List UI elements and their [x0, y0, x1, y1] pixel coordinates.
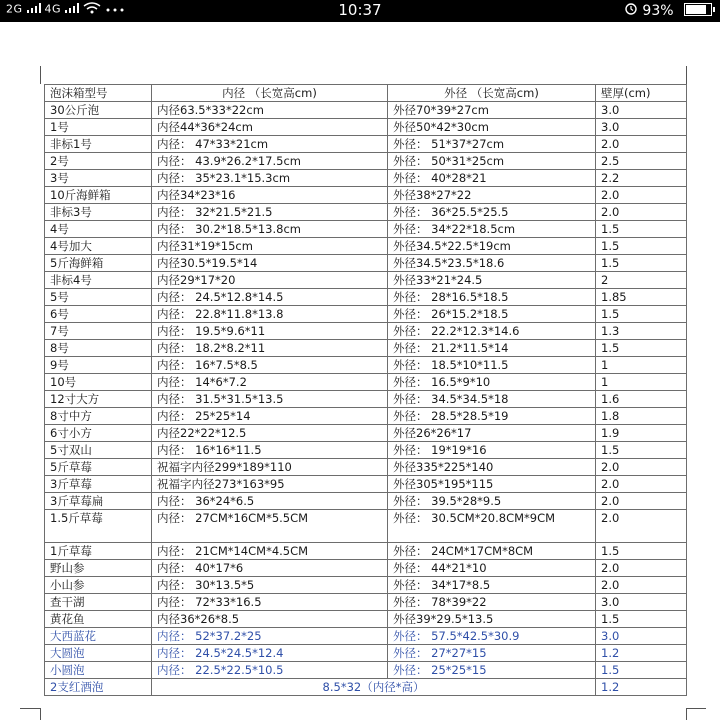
- cell-model: 非标3号: [45, 204, 152, 221]
- cell-inner: 内径34*23*16: [152, 187, 388, 204]
- cell-outer: 外径： 22.2*12.3*14.6: [388, 323, 596, 340]
- cell-model: 非标4号: [45, 272, 152, 289]
- cell-model: 5斤草莓: [45, 459, 152, 476]
- cell-inner: 内径： 14*6*7.2: [152, 374, 388, 391]
- cell-merged-dimensions: 8.5*32（内径*高）: [152, 679, 596, 696]
- table-row: [45, 357, 687, 374]
- cell-inner: 内径： 24.5*24.5*12.4: [152, 645, 388, 662]
- cell-model: 12寸大方: [45, 391, 152, 408]
- cell-inner: 内径36*26*8.5: [152, 611, 388, 628]
- cell-inner: 内径： 32*21.5*21.5: [152, 204, 388, 221]
- cell-outer: 外径34.5*22.5*19cm: [388, 238, 596, 255]
- cell-inner: 内径： 19.5*9.6*11: [152, 323, 388, 340]
- table-row: [45, 645, 687, 662]
- cell-model: 6号: [45, 306, 152, 323]
- cell-wall: 2.0: [596, 577, 687, 594]
- frame-mark-bottom-right-h: [686, 708, 706, 709]
- cell-wall: 2: [596, 272, 687, 289]
- header-wall: 壁厚(cm): [596, 85, 687, 102]
- cell-inner: 内径： 25*25*14: [152, 408, 388, 425]
- table-row: [45, 442, 687, 459]
- cell-model: 查干湖: [45, 594, 152, 611]
- cell-outer: 外径： 57.5*42.5*30.9: [388, 628, 596, 645]
- cell-model: 黄花鱼: [45, 611, 152, 628]
- table-row: [45, 255, 687, 272]
- table-row: [45, 560, 687, 577]
- cell-inner: 内径： 24.5*12.8*14.5: [152, 289, 388, 306]
- cell-inner: 内径： 16*7.5*8.5: [152, 357, 388, 374]
- cell-model: 1号: [45, 119, 152, 136]
- cell-inner: 内径： 40*17*6: [152, 560, 388, 577]
- table-row: [45, 510, 687, 543]
- cell-outer: 外径： 28*16.5*18.5: [388, 289, 596, 306]
- cell-model: 大圆泡: [45, 645, 152, 662]
- cell-model: 10斤海鲜箱: [45, 187, 152, 204]
- cell-wall: 1.3: [596, 323, 687, 340]
- cell-outer: 外径： 51*37*27cm: [388, 136, 596, 153]
- cell-wall: 1.85: [596, 289, 687, 306]
- cell-inner: 内径63.5*33*22cm: [152, 102, 388, 119]
- cell-model: 2支红酒泡: [45, 679, 152, 696]
- cell-inner: 内径： 16*16*11.5: [152, 442, 388, 459]
- table-row: [45, 425, 687, 442]
- cell-wall: 3.0: [596, 628, 687, 645]
- battery-icon: [684, 3, 712, 16]
- cell-wall: 1.5: [596, 662, 687, 679]
- cell-outer: 外径： 36*25.5*25.5: [388, 204, 596, 221]
- battery-status: [624, 2, 712, 19]
- battery-fill: [686, 5, 706, 14]
- cell-wall: 2.0: [596, 136, 687, 153]
- cell-inner: 内径： 22.8*11.8*13.8: [152, 306, 388, 323]
- cell-model: 4号加大: [45, 238, 152, 255]
- cell-wall: 1.5: [596, 543, 687, 560]
- cell-model: 5寸双山: [45, 442, 152, 459]
- cell-wall: 1.9: [596, 425, 687, 442]
- cell-wall: 1.5: [596, 340, 687, 357]
- cell-inner: 内径： 18.2*8.2*11: [152, 340, 388, 357]
- alarm-icon: [624, 3, 642, 19]
- cell-wall: 1: [596, 357, 687, 374]
- cell-outer: 外径： 44*21*10: [388, 560, 596, 577]
- cell-outer: 外径： 40*28*21: [388, 170, 596, 187]
- table-row: [45, 374, 687, 391]
- cell-inner: 祝福字内径273*163*95: [152, 476, 388, 493]
- cell-outer: 外径： 19*19*16: [388, 442, 596, 459]
- cell-outer: 外径50*42*30cm: [388, 119, 596, 136]
- cell-inner: 内径： 52*37.2*25: [152, 628, 388, 645]
- cell-model: 小圆泡: [45, 662, 152, 679]
- cell-outer: 外径： 30.5CM*20.8CM*9CM: [388, 510, 596, 543]
- cell-model: 3号: [45, 170, 152, 187]
- cell-wall: 2.0: [596, 204, 687, 221]
- cell-wall: 3.0: [596, 594, 687, 611]
- cell-model: 8寸中方: [45, 408, 152, 425]
- cell-wall: 1.5: [596, 255, 687, 272]
- cell-model: 4号: [45, 221, 152, 238]
- cell-model: 8号: [45, 340, 152, 357]
- header-model: 泡沫箱型号: [45, 85, 152, 102]
- table-row: [45, 153, 687, 170]
- cell-inner: 内径： 22.5*22.5*10.5: [152, 662, 388, 679]
- cell-inner: 内径30.5*19.5*14: [152, 255, 388, 272]
- header-inner: 内径 （长宽高cm): [152, 85, 388, 102]
- table-row: [45, 459, 687, 476]
- cell-model: 9号: [45, 357, 152, 374]
- cell-outer: 外径： 50*31*25cm: [388, 153, 596, 170]
- cell-wall: 1.5: [596, 611, 687, 628]
- cell-inner: 内径： 30.2*18.5*13.8cm: [152, 221, 388, 238]
- cell-inner: 内径： 31.5*31.5*13.5: [152, 391, 388, 408]
- cell-model: 7号: [45, 323, 152, 340]
- signal-2g-label: 2G: [6, 2, 23, 16]
- cell-wall: 1.2: [596, 679, 687, 696]
- cell-model: 野山参: [45, 560, 152, 577]
- cell-wall: 2.0: [596, 560, 687, 577]
- clock: 10:37: [338, 1, 382, 19]
- cell-inner: 内径22*22*12.5: [152, 425, 388, 442]
- cell-model: 3斤草莓: [45, 476, 152, 493]
- cell-wall: 2.0: [596, 459, 687, 476]
- table-row: [45, 204, 687, 221]
- cell-outer: 外径： 27*27*15: [388, 645, 596, 662]
- table-row: [45, 306, 687, 323]
- cell-inner: 内径44*36*24cm: [152, 119, 388, 136]
- cell-model: 30公斤泡: [45, 102, 152, 119]
- cell-outer: 外径： 18.5*10*11.5: [388, 357, 596, 374]
- cell-model: 2号: [45, 153, 152, 170]
- cell-model: 5号: [45, 289, 152, 306]
- table-row: [45, 272, 687, 289]
- cell-wall: 1.5: [596, 238, 687, 255]
- cell-outer: 外径： 34*22*18.5cm: [388, 221, 596, 238]
- table-row: [45, 476, 687, 493]
- table-row: [45, 238, 687, 255]
- cell-outer: 外径335*225*140: [388, 459, 596, 476]
- cell-model: 1斤草莓: [45, 543, 152, 560]
- cell-inner: 内径： 35*23.1*15.3cm: [152, 170, 388, 187]
- table-row: [45, 577, 687, 594]
- cell-wall: 1.6: [596, 391, 687, 408]
- table-row: [45, 136, 687, 153]
- cell-wall: 2.0: [596, 493, 687, 510]
- cell-inner: 内径29*17*20: [152, 272, 388, 289]
- table-row: [45, 102, 687, 119]
- cell-inner: 内径： 27CM*16CM*5.5CM: [152, 510, 388, 543]
- status-bar: [0, 0, 720, 22]
- table-row: [45, 543, 687, 560]
- cell-inner: 内径： 47*33*21cm: [152, 136, 388, 153]
- cell-wall: 3.0: [596, 102, 687, 119]
- table-row: [45, 594, 687, 611]
- cell-outer: 外径： 34.5*34.5*18: [388, 391, 596, 408]
- cell-model: 小山参: [45, 577, 152, 594]
- cell-outer: 外径： 25*25*15: [388, 662, 596, 679]
- cell-inner: 内径31*19*15cm: [152, 238, 388, 255]
- cell-outer: 外径： 28.5*28.5*19: [388, 408, 596, 425]
- frame-mark-top-right: [686, 66, 687, 84]
- table-row: [45, 187, 687, 204]
- cell-inner: 内径： 30*13.5*5: [152, 577, 388, 594]
- cell-wall: 3.0: [596, 119, 687, 136]
- table-row: [45, 391, 687, 408]
- frame-mark-bottom-left-h: [20, 708, 40, 709]
- cell-outer: 外径： 16.5*9*10: [388, 374, 596, 391]
- cell-inner: 内径： 36*24*6.5: [152, 493, 388, 510]
- cell-wall: 1.2: [596, 645, 687, 662]
- cell-wall: 2.5: [596, 153, 687, 170]
- cell-model: 大西蓝花: [45, 628, 152, 645]
- cell-model: 5斤海鲜箱: [45, 255, 152, 272]
- cell-outer: 外径： 39.5*28*9.5: [388, 493, 596, 510]
- cell-model: 非标1号: [45, 136, 152, 153]
- cell-wall: 2.0: [596, 510, 687, 543]
- frame-mark-top-left: [40, 66, 41, 84]
- cell-wall: 2.0: [596, 476, 687, 493]
- cell-wall: 2.0: [596, 187, 687, 204]
- cell-outer: 外径38*27*22: [388, 187, 596, 204]
- foam-box-spec-table: [44, 84, 687, 696]
- table-row: [45, 289, 687, 306]
- cell-wall: 1.5: [596, 221, 687, 238]
- table-row: [45, 611, 687, 628]
- cell-model: 6寸小方: [45, 425, 152, 442]
- table-row: [45, 323, 687, 340]
- signal-4g-label: 4G: [44, 2, 62, 16]
- table-row: [45, 170, 687, 187]
- frame-mark-bottom-left: [40, 708, 41, 720]
- cell-model: 1.5斤草莓: [45, 510, 152, 543]
- cell-wall: 2.2: [596, 170, 687, 187]
- cell-inner: 内径： 72*33*16.5: [152, 594, 388, 611]
- header-outer: 外径 （长宽高cm): [388, 85, 596, 102]
- cell-wall: 1: [596, 374, 687, 391]
- cell-outer: 外径： 24CM*17CM*8CM: [388, 543, 596, 560]
- cell-outer: 外径39*29.5*13.5: [388, 611, 596, 628]
- cell-outer: 外径： 26*15.2*18.5: [388, 306, 596, 323]
- frame-mark-bottom-right: [686, 708, 687, 720]
- cell-outer: 外径： 21.2*11.5*14: [388, 340, 596, 357]
- table-row: [45, 662, 687, 679]
- cell-outer: 外径26*26*17: [388, 425, 596, 442]
- table-row: [45, 679, 687, 696]
- table-row: [45, 119, 687, 136]
- cell-outer: 外径： 34*17*8.5: [388, 577, 596, 594]
- cell-wall: 1.5: [596, 442, 687, 459]
- cell-wall: 1.5: [596, 306, 687, 323]
- cell-outer: 外径： 78*39*22: [388, 594, 596, 611]
- table-row: [45, 340, 687, 357]
- cell-outer: 外径34.5*23.5*18.6: [388, 255, 596, 272]
- table-row: [45, 221, 687, 238]
- cell-outer: 外径33*21*24.5: [388, 272, 596, 289]
- cell-wall: 1.8: [596, 408, 687, 425]
- cell-outer: 外径70*39*27cm: [388, 102, 596, 119]
- table-row: [45, 408, 687, 425]
- cell-outer: 外径305*195*115: [388, 476, 596, 493]
- table-row: [45, 628, 687, 645]
- cell-inner: 内径： 43.9*26.2*17.5cm: [152, 153, 388, 170]
- cell-model: 3斤草莓扁: [45, 493, 152, 510]
- battery-percent: 93%: [642, 3, 674, 19]
- cell-model: 10号: [45, 374, 152, 391]
- table-row: [45, 493, 687, 510]
- cell-inner: 内径： 21CM*14CM*4.5CM: [152, 543, 388, 560]
- cell-inner: 祝福字内径299*189*110: [152, 459, 388, 476]
- table-header-row: [45, 85, 687, 102]
- table-body: [45, 102, 687, 696]
